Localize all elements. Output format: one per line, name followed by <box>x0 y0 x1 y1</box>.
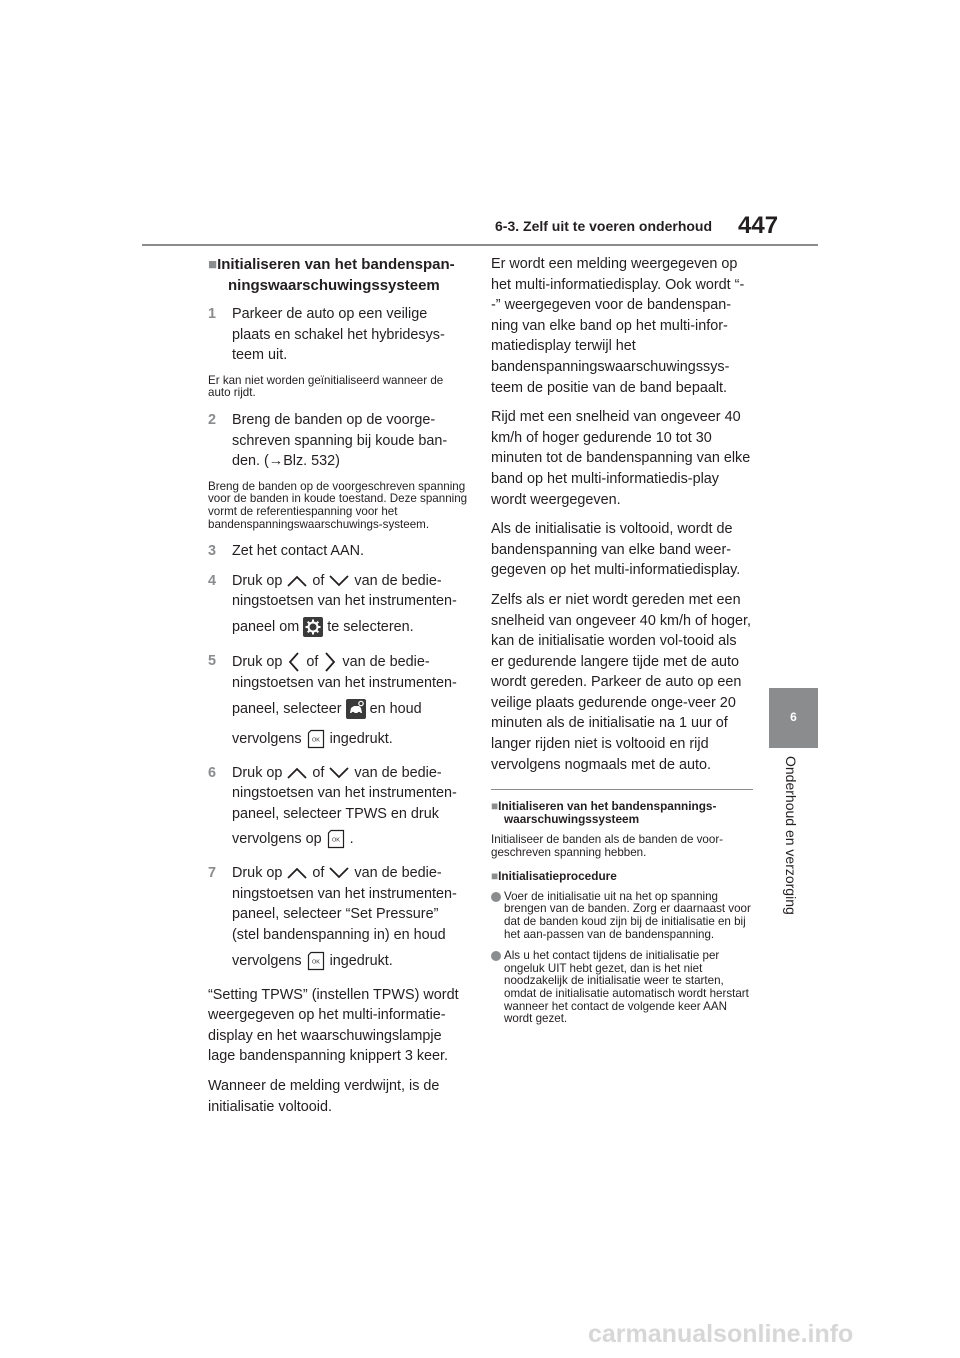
list-item: Als u het contact tijdens de initialisatie per ongeluk UIT hebt gezet, dan is het niet noodzakelijk de initialisatie weer te starten, omdat de initialisatie automatisch wordt herstart wanneer het contact de volgende keer AAN wordt gezet. <box>491 950 753 1026</box>
section-heading: ■Initialiseren van het bandenspan- ningswaarschuwingssysteem <box>208 256 455 294</box>
chevron-right-icon <box>322 651 338 673</box>
right-paragraph-3: Als de initialisatie is voltooid, wordt de bandenspanning van elke band weer-gegeven op het multi-informatiedisplay. <box>491 521 741 579</box>
chevron-up-icon <box>286 766 308 780</box>
step-1: 1 Parkeer de auto op een veilige plaats en schakel het hybridesys- teem uit. <box>208 306 445 364</box>
section-divider <box>491 789 753 790</box>
initialise-note: Initialiseer de banden als de banden de voor-geschreven spanning hebben. <box>491 833 724 860</box>
section-title: 6-3. Zelf uit te voeren onderhoud <box>495 218 713 234</box>
square-bullet-icon: ■ <box>491 868 499 883</box>
chevron-up-icon <box>286 866 308 880</box>
chevron-down-icon <box>328 766 350 780</box>
svg-text:OK: OK <box>311 959 320 966</box>
left-column <box>208 254 468 1126</box>
svg-text:OK: OK <box>311 737 320 744</box>
note-1: Er kan niet worden geïnitialiseerd wanneer de auto rijdt. <box>208 373 444 400</box>
chapter-label: Onderhoud en verzorging <box>783 756 799 915</box>
chevron-up-icon <box>286 574 308 588</box>
result-paragraph: “Setting TPWS” (instellen TPWS) wordt weergegeven op het multi-informatie-display en het waarschuwingslampje lage bandenspanning knippert 3 keer. <box>208 986 459 1065</box>
right-paragraph-2: Rijd met een snelheid van ongeveer 40 km/h of hoger gedurende 10 tot 30 minuten tot de bandenspanning van elke band op het multi-informatiedis-play wordt weergegeven. <box>491 409 751 508</box>
chevron-down-icon <box>328 574 350 588</box>
square-bullet-icon: ■ <box>208 256 218 273</box>
step-3: 3 Zet het contact AAN. <box>208 543 364 560</box>
watermark: carmanualsonline.info <box>588 1320 854 1348</box>
svg-text:OK: OK <box>331 837 340 844</box>
step-5: 5 Druk op of van de bedie- ningstoetsen van het instrumenten- paneel, selecteer en houd vervolgens OK ingedrukt. <box>208 651 468 754</box>
header-rule <box>142 244 818 246</box>
ok-button-icon <box>306 951 326 971</box>
settings-gear-icon <box>303 617 323 637</box>
right-column <box>491 254 753 1035</box>
right-paragraph-1: Er wordt een melding weergegeven op het multi-informatiedisplay. Ook wordt “--” weergegeven voor de bandenspan-ning van elke band op het multi-infor-matiedisplay terwijl het bandenspanningswaarschuwingssys-teem de positie van de band bepaalt. <box>491 256 745 396</box>
vehicle-settings-icon <box>346 699 366 719</box>
bullet-dot-icon <box>491 892 501 902</box>
right-paragraph-4: Zelfs als er niet wordt gereden met een snelheid van ongeveer 40 km/h of hoger, kan de initialisatie worden vol-tooid als er gedurende langere tijde met de auto wordt gereden. Parkeer de auto op een veilige plaats gedurende onge-veer 20 minuten als de initialisatie na 1 uur of langer rijden niet is voltooid en rijd vervolgens nogmaals met de auto. <box>491 591 752 773</box>
completion-paragraph: Wanneer de melding verdwijnt, is de initialisatie voltooid. <box>208 1078 440 1115</box>
step-7: 7 Druk op of van de bedie- ningstoetsen van het instrumenten- paneel, selecteer “Set Pressure” (stel bandenspanning in) en houd vervolgens OK ingedrukt. <box>208 863 468 975</box>
note-2: Breng de banden op de voorgeschreven spanning voor de banden in koude toestand. Deze spanning vormt de referentiespanning voor het bandenspanningswaarschuwings-systeem. <box>208 479 468 531</box>
chapter-number: 6 <box>790 710 797 724</box>
step-6: 6 Druk op of van de bedie- ningstoetsen van het instrumenten- paneel, selecteer TPWS en druk vervolgens op OK . <box>208 763 468 855</box>
step-2: 2 Breng de banden op de voorge- schreven spanning bij koude ban- den. (→Blz. 532) <box>208 411 448 470</box>
chevron-down-icon <box>328 866 350 880</box>
subheading-initialise: ■Initialiseren van het bandenspannings- waarschuwingssysteem <box>491 799 717 827</box>
ok-button-icon <box>306 729 326 749</box>
chevron-left-icon <box>286 651 302 673</box>
page-number: 447 <box>738 212 779 239</box>
step-4: 4 Druk op of van de bedie- ningstoetsen van het instrumenten- paneel om te selecteren. <box>208 571 468 642</box>
subheading-procedure: ■Initialisatieprocedure <box>491 868 617 883</box>
square-bullet-icon: ■ <box>491 799 499 814</box>
bullet-dot-icon <box>491 951 501 961</box>
ok-button-icon <box>326 829 346 849</box>
list-item: Voer de initialisatie uit na het op spanning brengen van de banden. Zorg er daarnaast voor dat de banden koud zijn bij de initialisatie en bij het aan-passen van de bandenspanning. <box>491 891 753 941</box>
chapter-tab <box>769 688 818 748</box>
